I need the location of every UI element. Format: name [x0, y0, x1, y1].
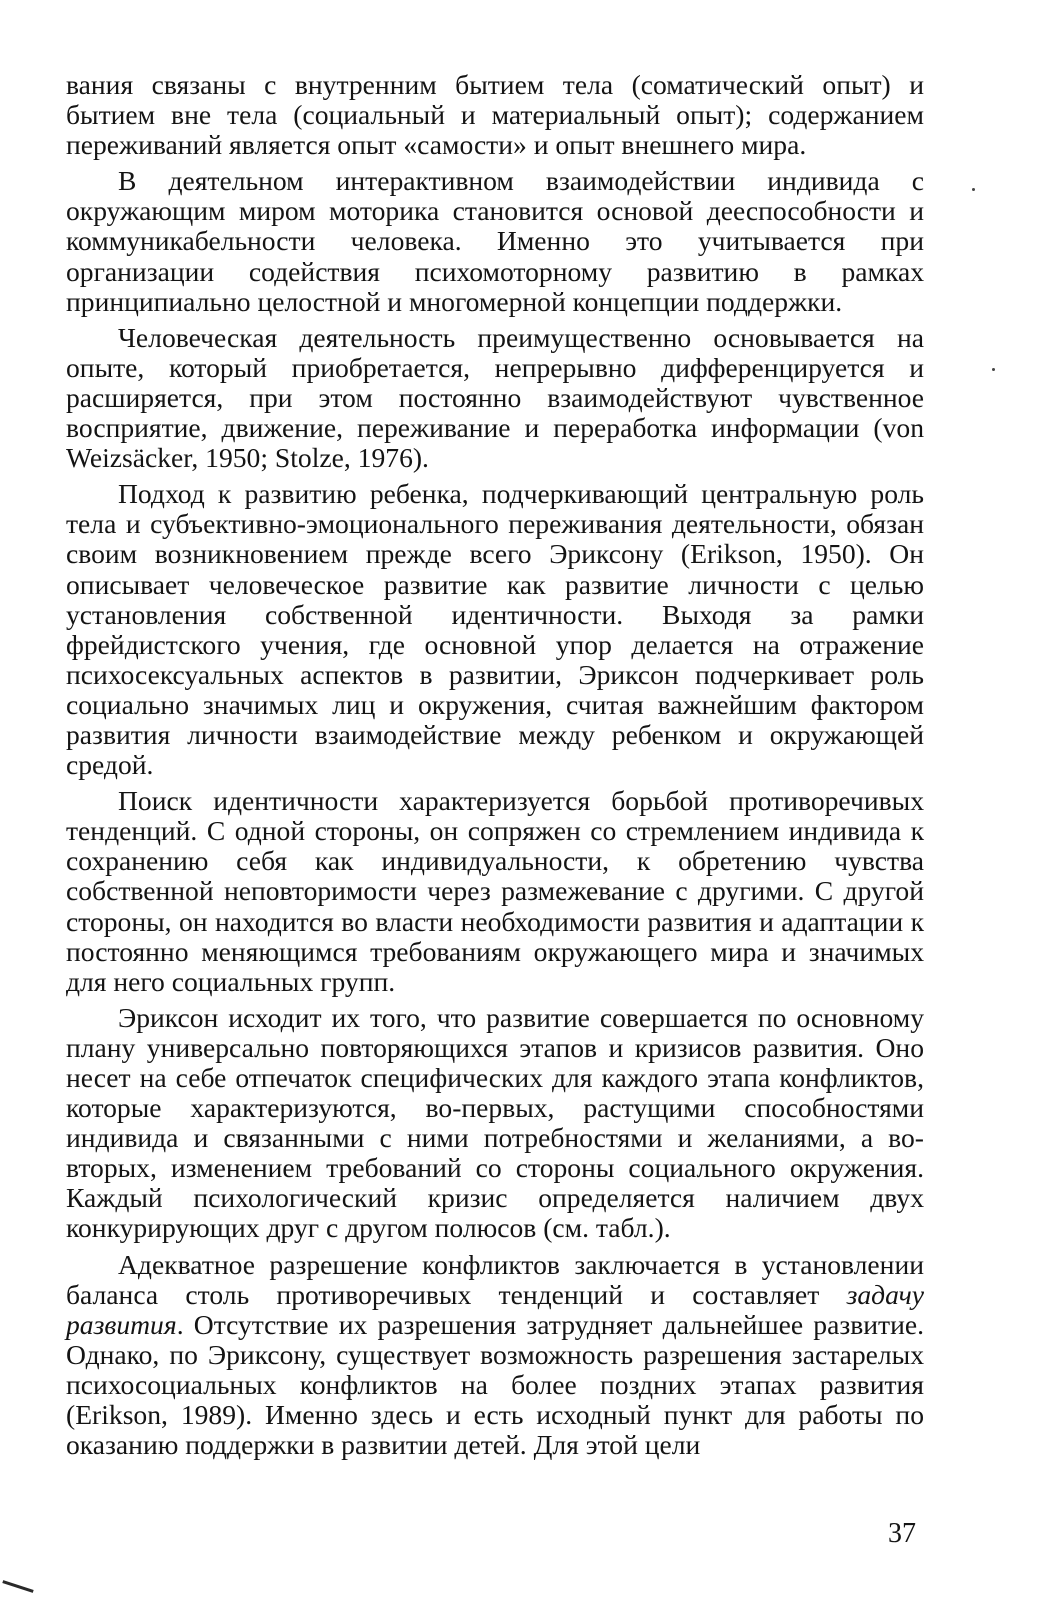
paragraph-text-before-emphasis: Адекватное разрешение конфликтов заключается в установлении баланса столь противоречивых тенденций и составляет [66, 1248, 924, 1310]
paragraph: Подход к развитию ребенка, подчеркивающий центральную роль тела и субъективно-эмоционального переживания деятельности, обязан своим возникновением прежде всего Эриксону (Erikson, 1950). Он описывает человеческое развитие как развитие личности с целью установления собственной идентичности. Выходя за рамки фрейдистского учения, где основной упор делается на отражение психосексуальных аспектов в развитии, Эриксон подчеркивает роль социально значимых лиц и окружения, считая важнейшим фактором развития личности взаимодействие между ребенком и окружающей средой. [66, 478, 924, 781]
paragraph-last [66, 1250, 924, 1461]
paragraph: Эриксон исходит их того, что развитие совершается по основному плану универсально повторяющихся этапов и кризисов развития. Оно несет на себе отпечаток специфических для каждого этапа конфликтов, которые характеризуются, во-первых, растущими способностями индивида и связанными с ними потребностями и желаниями, а во-вторых, изменением требований со стороны социального окружения. Каждый психологический кризис определяется наличием двух конкурирующих друг с другом полюсов (см. табл.). [66, 1001, 924, 1244]
paragraph-text-after-emphasis: . Отсутствие их разрешения затрудняет дальнейшее развитие. Однако, по Эриксону, существует возможность разрешения застарелых психосоциальных конфликтов на более поздних этапах развития (Erikson, 1989). Именно здесь и есть исходный пункт для работы по оказанию поддержки в развитии детей. Для этой цели [66, 1308, 924, 1461]
page-body [66, 70, 924, 1460]
paragraph: Человеческая деятельность преимущественно основывается на опыте, который приобретается, непрерывно дифференцируется и расширяется, при этом постоянно взаимодействуют чувственное восприятие, движение, переживание и переработка информации (von Weizsäcker, 1950; Stolze, 1976). [66, 321, 924, 474]
paragraph-continuation: вания связаны с внутренним бытием тела (соматический опыт) и бытием вне тела (социальный и материальный опыт); содержанием переживаний является опыт «самости» и опыт внешнего мира. [66, 69, 924, 161]
scan-artifact [2, 1580, 33, 1593]
page-number: 37 [888, 1518, 916, 1549]
paragraph: В деятельном интерактивном взаимодействии индивида с окружающим миром моторика становится основой дееспособности и коммуникабельности человека. Именно это учитывается при организации содействия психомоторному развитию в рамках принципиально целостной и многомерной концепции поддержки. [66, 165, 924, 317]
scan-speck [992, 368, 995, 371]
emphasis-term: задачу развития [66, 1278, 924, 1340]
scan-speck [972, 188, 975, 191]
paragraph: Поиск идентичности характеризуется борьбой противоречивых тенденций. С одной стороны, он сопряжен со стремлением индивида к сохранению себя как индивидуальности, к обретению чувства собственной неповторимости через размежевание с другими. С другой стороны, он находится во власти необходимости развития и адаптации к постоянно меняющимся требованиям окружающего мира и значимых для него социальных групп. [66, 785, 924, 997]
